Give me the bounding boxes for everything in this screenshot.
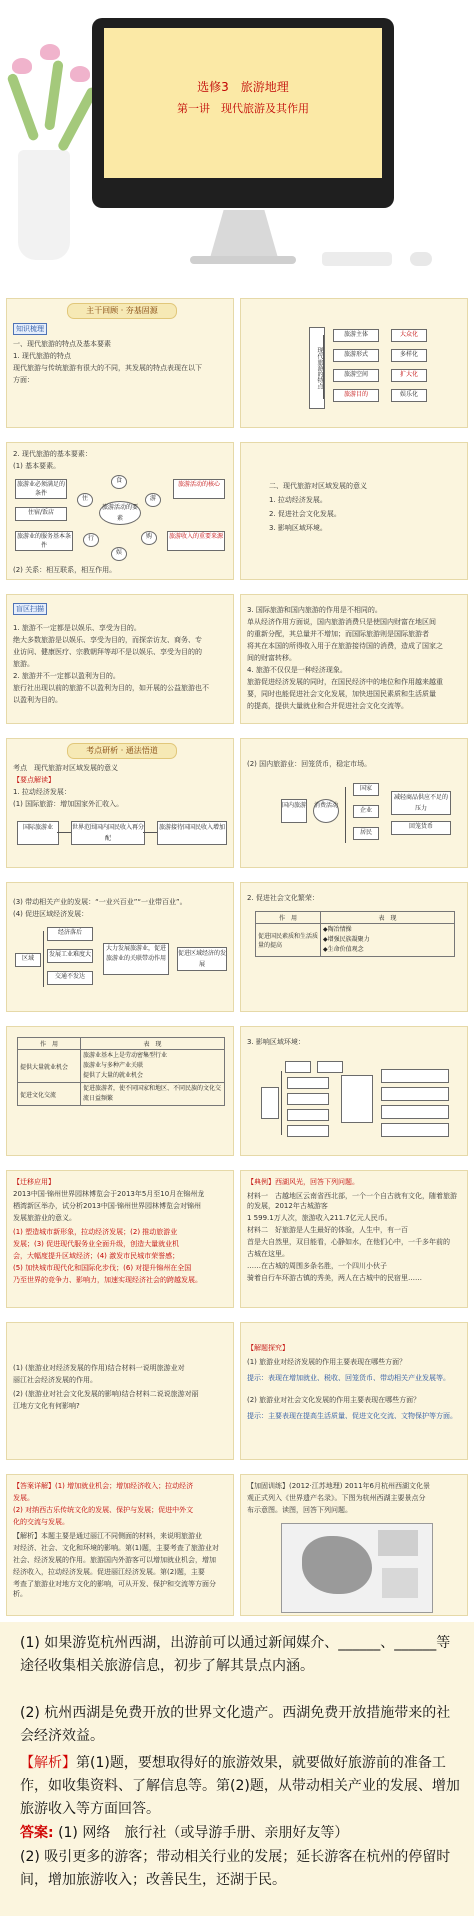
slide13-line: 【迁移应用】 — [13, 1178, 55, 1186]
element-node: 游 — [145, 493, 161, 507]
slide13-line: 乃至世界的竞争力、影响力，加速实现经济社会的跨越发展。 — [13, 1276, 202, 1284]
flow-box: 国内旅游 — [281, 799, 307, 823]
diagram-node — [381, 1105, 449, 1119]
slide5-line: 绝大多数旅游是以娱乐、享受为目的，而探亲访友、商务、专 — [13, 636, 202, 644]
flow-box: 旅游接待国国民收入增加 — [157, 821, 227, 845]
table-header: 作 用 — [256, 912, 321, 924]
flow-box: 回笼货币 — [391, 821, 451, 835]
analysis-text: 第(1)题，要想取得好的旅游效果，就要做好旅游前的准备工作，如收集资料、了解信息等。第(2)题，从带动相关产业的发展、增加旅游收入等方面回答。 — [20, 1755, 460, 1817]
slide18-line: 布示意图。读图，回答下列问题。 — [247, 1506, 352, 1514]
section-label: 知识梳理 — [13, 323, 47, 335]
feature-label: 旅游目的 — [333, 389, 379, 402]
slide17-line: 【答案详解】(1) 增加就业机会；增加经济收入；拉动经济 — [13, 1482, 194, 1490]
vase — [18, 150, 70, 260]
hero-subtitle: 第一讲 现代旅游及其作用 — [177, 102, 309, 115]
connector-line — [323, 335, 324, 399]
slide15-line: 丽江社会经济发展的作用。 — [13, 1376, 97, 1384]
slide18-line: 观正式列入《世界遗产名录》。下图为杭州西湖主要景点分 — [247, 1494, 426, 1502]
monitor-stand — [210, 210, 278, 258]
slide14-line: 古城在这里。 — [247, 1250, 289, 1258]
connector-line — [43, 931, 44, 987]
slide6-line: 的提高，提供大量就业和合并促进社会文化交流等。 — [247, 702, 408, 710]
element-node: 行 — [83, 533, 99, 547]
flow-box: 消费活动 — [313, 799, 339, 823]
slide-5 — [6, 594, 234, 724]
slide-8 — [240, 738, 468, 868]
slide3-line: 2. 现代旅游的基本要素： — [13, 450, 92, 458]
flow-box: 居民 — [353, 827, 379, 840]
flow-box: 国家 — [353, 783, 379, 796]
slide13-line: 栖湾新区举办，试分析2013中国·锦州世界园林博览会对锦州 — [13, 1202, 202, 1210]
slide12-line: 3. 影响区域环境： — [247, 1038, 305, 1046]
answer-text: (1) 网络 旅行社（或导游手册、亲朋好友等） — [58, 1825, 349, 1841]
flow-box: 发展工业难度大 — [47, 949, 93, 963]
slide4-line: 2. 促进社会文化发展。 — [269, 510, 341, 518]
answer-text-2: (2) 吸引更多的游客；带动相关行业的发展；延长游客在杭州的停留时间，增加旅游收入；改善民生，还湖于民。 — [20, 1849, 451, 1888]
feature-label: 旅游空间 — [333, 369, 379, 382]
slide1-line: 一、现代旅游的特点及基本要素 — [13, 340, 111, 348]
diagram-node — [381, 1123, 449, 1137]
slide16-line: 提示：表现在增加就业、税收、回笼货币、带动相关产业发展等。 — [247, 1374, 450, 1382]
answer-section — [0, 1622, 474, 1916]
culture-table — [255, 911, 455, 957]
slide15-line: (1) (旅游业对经济发展的作用)结合材料一说明旅游业对 — [13, 1364, 185, 1372]
section-banner: 主干回顾 · 夯基固源 — [67, 303, 177, 319]
diagram-node — [317, 1061, 343, 1073]
slide16-line: 提示：主要表现在提高生活质量、促进文化交流、文物保护等方面。 — [247, 1412, 457, 1420]
slide14-line: 材料二 好旅游是人生最好的体验，人生中，有一百 — [247, 1226, 408, 1234]
element-node: 购 — [141, 531, 157, 545]
element-note: 旅游业必须满足的条件 — [16, 481, 65, 497]
table-header: 表 现 — [81, 1038, 225, 1050]
map-photo — [378, 1530, 418, 1556]
slide-3 — [6, 442, 234, 580]
connector-line — [345, 787, 346, 843]
lake-shape — [302, 1536, 372, 1594]
flow-box: 世界范围国内国民收入再分配 — [71, 821, 145, 845]
table-cell: 促进文化交流 — [18, 1083, 81, 1106]
slide16-line: (2) 旅游业对社会文化发展的作用主要表现在哪些方面？ — [247, 1396, 421, 1404]
element-node: 住 — [77, 493, 93, 507]
slide-7 — [6, 738, 234, 868]
tulip-flower — [70, 66, 90, 82]
slide3-footnote: (2) 关系：相互联系，相互作用。 — [13, 566, 117, 574]
slide17-line: 发展。 — [13, 1494, 34, 1502]
slide13-line: 发展；(3) 促进现代服务业全面升级，创造大量就业机 — [13, 1240, 180, 1248]
characteristics-box: 现代旅游的特点 — [309, 327, 325, 409]
slide1-line: 1. 现代旅游的特点 — [13, 352, 71, 360]
slide7-line: 考点 现代旅游对区域发展的意义 — [13, 764, 118, 772]
slide17-line: (2) 对纳西古乐传统文化的发展、保护与发展；促进中外文 — [13, 1506, 194, 1514]
mouse — [410, 252, 432, 266]
element-note: 旅游收入的重要来源 — [167, 531, 225, 551]
table-cell: ◆陶冶情操 ◆增强民族凝聚力 ◆生命价值观念 — [321, 924, 455, 957]
slide-4 — [240, 442, 468, 580]
slide9-line: (4) 促进区域经济发展： — [13, 910, 89, 918]
slide5-line: 2. 旅游并不一定都以盈利为目的。 — [13, 672, 120, 680]
slide6-line: 将其在本国的所得收入用于在旅游接待国的消费，造成了国家之 — [247, 642, 443, 650]
diagram-node — [287, 1109, 329, 1121]
table-header: 作 用 — [18, 1038, 81, 1050]
slide5-line: 旅行社出现以前的旅游不以盈利为目的，如开展的公益旅游也不 — [13, 684, 209, 692]
slide4-line: 1. 拉动经济发展。 — [269, 496, 327, 504]
slide4-line: 二、现代旅游对区域发展的意义 — [269, 482, 367, 490]
slide-16 — [240, 1322, 468, 1460]
flow-box: 大力发展旅游业，促进旅游业的关联带动作用 — [103, 943, 169, 975]
slide-15 — [6, 1322, 234, 1460]
slide17-line: 社会、经济发展的作用。旅游国内外游客可以增加就业机会，增加 — [13, 1556, 216, 1564]
slide6-line: 3. 国际旅游和国内旅游的作用是不相同的。 — [247, 606, 382, 614]
slide14-line: 材料一 古越地区云南省西北部，一个一个自古就有文化，随着旅游的发展，2012年古城游客 — [247, 1192, 457, 1210]
flow-box: 企业 — [353, 805, 379, 818]
flow-box: 经济落后 — [47, 927, 93, 941]
flow-box: 促进区域经济的发展 — [177, 947, 227, 971]
slide-1 — [6, 298, 234, 428]
slide5-line: 以盈利为目的。 — [13, 696, 62, 704]
feature-value: 大众化 — [391, 329, 427, 342]
map-photo — [382, 1568, 418, 1598]
tulip-flower — [12, 58, 32, 74]
slide1-line: 方面： — [13, 376, 34, 384]
slide16-line: (1) 旅游业对经济发展的作用主要表现在哪些方面？ — [247, 1358, 407, 1366]
slide4-line: 3. 影响区域环境。 — [269, 524, 327, 532]
slide13-line: 会，大幅度提升区域经济；(4) 激发市民城市荣誉感； — [13, 1252, 180, 1260]
table-cell: 促进旅游者，使不同国家和地区、不同民族的文化交流日益频繁 — [81, 1083, 225, 1106]
hero-section — [0, 0, 474, 300]
diagram-node — [285, 1061, 311, 1073]
flow-box: 减轻商品供应不足的压力 — [391, 791, 451, 815]
question-1: (1) 如果游览杭州西湖，出游前可以通过新闻媒介、______、______等途径收集相关旅游信息，初步了解其景点内涵。 — [20, 1635, 451, 1674]
flow-box: 国际旅游业 — [17, 821, 59, 845]
flow-box: 交通不发达 — [47, 971, 93, 985]
slide6-line: 间的财富转移。 — [247, 654, 296, 662]
slide18-line: 【加固训练】(2012·江苏地理) 2011年6月杭州西湖文化景 — [247, 1482, 430, 1490]
slide6-line: 单从经济作用方面说，国内旅游消费只是使国内财富在地区间 — [247, 618, 436, 626]
diagram-node — [287, 1093, 329, 1105]
analysis — [20, 1752, 460, 1821]
slide7-line: 1. 拉动经济发展： — [13, 788, 71, 796]
slide5-line: 1. 旅游不一定都是以娱乐、享受为目的。 — [13, 624, 141, 632]
table-cell: 旅游业基本上是劳动密集型行业 旅游业与多种产业关联 提供了大量的就业机会 — [81, 1050, 225, 1083]
diagram-node — [381, 1069, 449, 1083]
slide-12 — [240, 1026, 468, 1156]
slide13-line: 2013中国·锦州世界园林博览会于2013年5月至10月在锦州龙 — [13, 1190, 205, 1198]
tulip-stem — [6, 73, 39, 142]
diagram-node — [381, 1087, 449, 1101]
slide-11 — [6, 1026, 234, 1156]
table-cell: 促进国民素质和生活质量的提高 — [256, 924, 321, 957]
slide14-line: 【典例】西湖风光，回答下列问题。 — [247, 1178, 359, 1186]
slide6-line: 的重新分配，其总量并不增加；而国际旅游则是国际旅游者 — [247, 630, 429, 638]
slide-17 — [6, 1474, 234, 1616]
slide-10 — [240, 882, 468, 1012]
tourism-elements-hub: 旅游活动的要素 — [99, 501, 141, 525]
west-lake-map — [281, 1523, 433, 1613]
tulip-flower — [40, 44, 60, 60]
flow-arrow — [143, 832, 157, 833]
section-banner: 考点研析 · 通法悟道 — [67, 743, 177, 759]
slide14-line: 骑着自行车环游古镇的秀美，两人在古城中的民宿里…… — [247, 1274, 422, 1282]
flow-arrow — [57, 832, 71, 833]
slide6-line: 4. 旅游不仅仅是一种经济现象。 — [247, 666, 347, 674]
diagram-node — [287, 1077, 329, 1089]
hero-title: 选修3 旅游地理 — [197, 80, 289, 94]
slide1-line: 现代旅游与传统旅游有很大的不同，其发展的特点表现在以下 — [13, 364, 202, 372]
slide17-line: 考查了旅游业对地方文化的影响，可从开发、保护和交流等方面分析。 — [13, 1580, 216, 1598]
feature-label: 旅游主体 — [333, 329, 379, 342]
employment-table — [17, 1037, 225, 1106]
element-note: 旅游业的服务基本条件 — [16, 533, 71, 549]
slide-6 — [240, 594, 468, 724]
slide14-line: 1 599.1万人次，旅游收入211.7亿元人民币。 — [247, 1214, 392, 1222]
slide15-line: 江地方文化有何影响? — [13, 1402, 80, 1410]
slide-14 — [240, 1170, 468, 1308]
element-node: 娱 — [111, 547, 127, 561]
element-note: 旅游活动的核心 — [173, 479, 225, 499]
answer-label: 答案: — [20, 1825, 54, 1841]
slide7-line: 【要点解读】 — [13, 776, 55, 784]
slide14-line: 首是大自然里，双目能看，心静如水，在他们心中，一千多年前的 — [247, 1238, 450, 1246]
slide10-line: 2. 促进社会文化繁荣： — [247, 894, 319, 902]
slide-13 — [6, 1170, 234, 1308]
monitor-base — [190, 256, 296, 264]
slide-9 — [6, 882, 234, 1012]
slide5-line: 旅游。 — [13, 660, 34, 668]
slide3-line: (1) 基本要素。 — [13, 462, 61, 470]
slide13-line: (1) 塑造城市新形象，拉动经济发展；(2) 推动旅游业 — [13, 1228, 178, 1236]
keyboard — [322, 252, 392, 266]
element-note: 住宿/饭店 — [15, 507, 67, 521]
slide14-line: ……在古城的周围多条名胜，一个四川小伙子 — [247, 1262, 387, 1270]
slide6-line: 旅游促进经济发展的同时，在国民经济中的地位和作用越来越重 — [247, 678, 443, 686]
slide17-line: 经济收入，拉动经济发展。促进丽江经济发展。第(2)题，主要 — [13, 1568, 205, 1576]
slide15-line: (2) (旅游业对社会文化发展的影响)结合材料二说说旅游对丽 — [13, 1390, 199, 1398]
slide17-line: 对经济、社会、文化和环境的影响。第(1)题，主要考查了旅游业对 — [13, 1544, 219, 1552]
slide6-line: 要，同时也能促进社会文化发展，加快进国民素质和生活质量 — [247, 690, 436, 698]
analysis-label: 【解析】 — [20, 1755, 76, 1771]
slide17-line: 化的交流与发展。 — [13, 1518, 69, 1526]
slide13-line: (5) 加快城市现代化和国际化步伐；(6) 对提升锦州在全国 — [13, 1264, 192, 1272]
feature-value: 扩大化 — [391, 369, 427, 382]
slide-18 — [240, 1474, 468, 1616]
slide-2 — [240, 298, 468, 428]
question-2: (2) 杭州西湖是免费开放的世界文化遗产。西湖免费开放措施带来的社会经济效益。 — [20, 1705, 451, 1744]
flow-box: 区域 — [15, 953, 41, 967]
element-node: 食 — [111, 475, 127, 489]
table-cell: 提供大量就业机会 — [18, 1050, 81, 1083]
diagram-node — [261, 1087, 279, 1119]
environment-diagram — [261, 1057, 451, 1147]
slide5-line: 业访问、健康医疗、宗教朝拜等却不是以娱乐、享受为目的的 — [13, 648, 202, 656]
slide7-line: (1) 国际旅游：增加国家外汇收入。 — [13, 800, 124, 808]
diagram-node — [341, 1075, 373, 1123]
answer — [20, 1822, 460, 1845]
section-label: 盲区扫描 — [13, 603, 47, 615]
feature-label: 旅游形式 — [333, 349, 379, 362]
slide9-line: (3) 带动相关产业的发展：“一业兴百业”“一业带百业”。 — [13, 898, 187, 906]
table-header: 表 现 — [321, 912, 455, 924]
tulip-stem — [44, 60, 64, 131]
slide8-line: (2) 国内旅游业：回笼货币，稳定市场。 — [247, 760, 372, 768]
slide13-line: 发展旅游业的意义。 — [13, 1214, 76, 1222]
slide17-line: 【解析】本题主要是通过丽江不同侧面的材料，来说明旅游业 — [13, 1532, 202, 1540]
feature-value: 娱乐化 — [391, 389, 427, 402]
diagram-node — [287, 1125, 329, 1137]
feature-value: 多样化 — [391, 349, 427, 362]
connector-line — [281, 1071, 282, 1135]
slide16-line: 【解题探究】 — [247, 1344, 289, 1352]
